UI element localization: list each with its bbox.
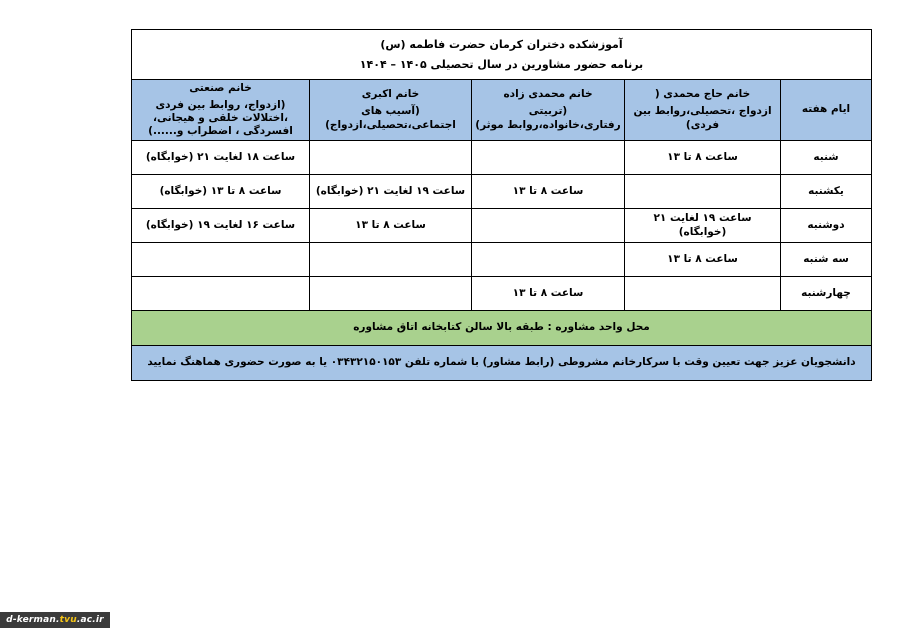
counselor-2-specialty: (تربیتی رفتاری،خانواده،روابط موثر) bbox=[475, 105, 621, 131]
location-note: محل واحد مشاوره : طبقه بالا سالن کتابخانه اتاق مشاوره bbox=[132, 311, 872, 346]
title-row bbox=[132, 30, 872, 80]
schedule-cell: ساعت ۸ تا ۱۳ bbox=[472, 175, 625, 209]
schedule-cell: ساعت ۸ تا ۱۳ bbox=[310, 209, 472, 243]
contact-note: دانشجویان عزیز جهت تعیین وقت با سرکارخانم مشروطی (رابط مشاور) با شماره تلفن ۰۳۴۳۲۱۵۰۱۵۳ یا به صورت حضوری هماهنگ نمایید bbox=[132, 346, 872, 381]
schedule-cell bbox=[625, 277, 781, 311]
schedule-cell bbox=[132, 243, 310, 277]
counselor-3-specialty: (آسیب های اجتماعی،تحصیلی،ازدواج) bbox=[325, 105, 456, 131]
schedule-cell bbox=[472, 243, 625, 277]
schedule-cell: ساعت ۸ تا ۱۳ (خوابگاه) bbox=[132, 175, 310, 209]
location-row bbox=[132, 311, 872, 346]
schedule-cell bbox=[310, 243, 472, 277]
watermark-prefix: d-kerman. bbox=[6, 615, 60, 625]
counselor-3-name: خانم اکبری bbox=[361, 88, 420, 101]
counselor-1-specialty: ازدواج ،تحصیلی،روابط بین فردی) bbox=[633, 105, 772, 131]
table-row bbox=[132, 277, 872, 311]
schedule-cell: ساعت ۸ تا ۱۳ bbox=[625, 141, 781, 175]
day-cell: دوشنبه bbox=[781, 209, 872, 243]
schedule-cell: ساعت ۱۹ لغایت ۲۱ (خوابگاه) bbox=[625, 209, 781, 243]
table-row bbox=[132, 141, 872, 175]
schedule-cell bbox=[625, 175, 781, 209]
day-cell: سه شنبه bbox=[781, 243, 872, 277]
counselor-1-name: خانم حاج محمدی ( bbox=[654, 88, 751, 101]
site-watermark[interactable] bbox=[0, 612, 110, 628]
watermark-accent: tvu bbox=[59, 615, 77, 625]
watermark-suffix: .ac.ir bbox=[76, 615, 104, 625]
day-cell: یکشنبه bbox=[781, 175, 872, 209]
schedule-cell: ساعت ۱۸ لغایت ۲۱ (خوابگاه) bbox=[132, 141, 310, 175]
counselor-4-specialty: (ازدواج، روابط بین فردی ،اختلالات خلقی و هیجانی، افسردگی ، اضطراب و......) bbox=[148, 98, 293, 138]
schedule-subtitle: برنامه حضور مشاورین در سال تحصیلی ۱۴۰۵ – ۱۴۰۴ bbox=[359, 57, 644, 71]
schedule-cell bbox=[472, 141, 625, 175]
header-counselor-1 bbox=[625, 80, 781, 141]
schedule-cell: ساعت ۸ تا ۱۳ bbox=[625, 243, 781, 277]
schedule-cell bbox=[472, 209, 625, 243]
day-cell: شنبه bbox=[781, 141, 872, 175]
schedule-cell bbox=[310, 277, 472, 311]
schedule-cell: ساعت ۱۶ لغایت ۱۹ (خوابگاه) bbox=[132, 209, 310, 243]
header-counselor-3 bbox=[310, 80, 472, 141]
counselor-4-name: خانم صنعتی bbox=[189, 81, 252, 94]
schedule-document bbox=[131, 29, 871, 381]
table-row bbox=[132, 209, 872, 243]
counselor-schedule-table bbox=[131, 29, 872, 381]
counselor-2-name: خانم محمدی زاده bbox=[503, 88, 593, 101]
contact-row bbox=[132, 346, 872, 381]
table-row bbox=[132, 175, 872, 209]
day-cell: چهارشنبه bbox=[781, 277, 872, 311]
schedule-cell bbox=[310, 141, 472, 175]
schedule-cell: ساعت ۱۹ لغایت ۲۱ (خوابگاه) bbox=[310, 175, 472, 209]
schedule-cell bbox=[132, 277, 310, 311]
header-row bbox=[132, 80, 872, 141]
table-row bbox=[132, 243, 872, 277]
title-cell bbox=[132, 30, 872, 80]
header-days: ایام هفته bbox=[781, 80, 872, 141]
institution-title: آموزشکده دختران کرمان حضرت فاطمه (س) bbox=[380, 37, 623, 51]
header-counselor-4 bbox=[132, 80, 310, 141]
schedule-cell: ساعت ۸ تا ۱۳ bbox=[472, 277, 625, 311]
header-counselor-2 bbox=[472, 80, 625, 141]
